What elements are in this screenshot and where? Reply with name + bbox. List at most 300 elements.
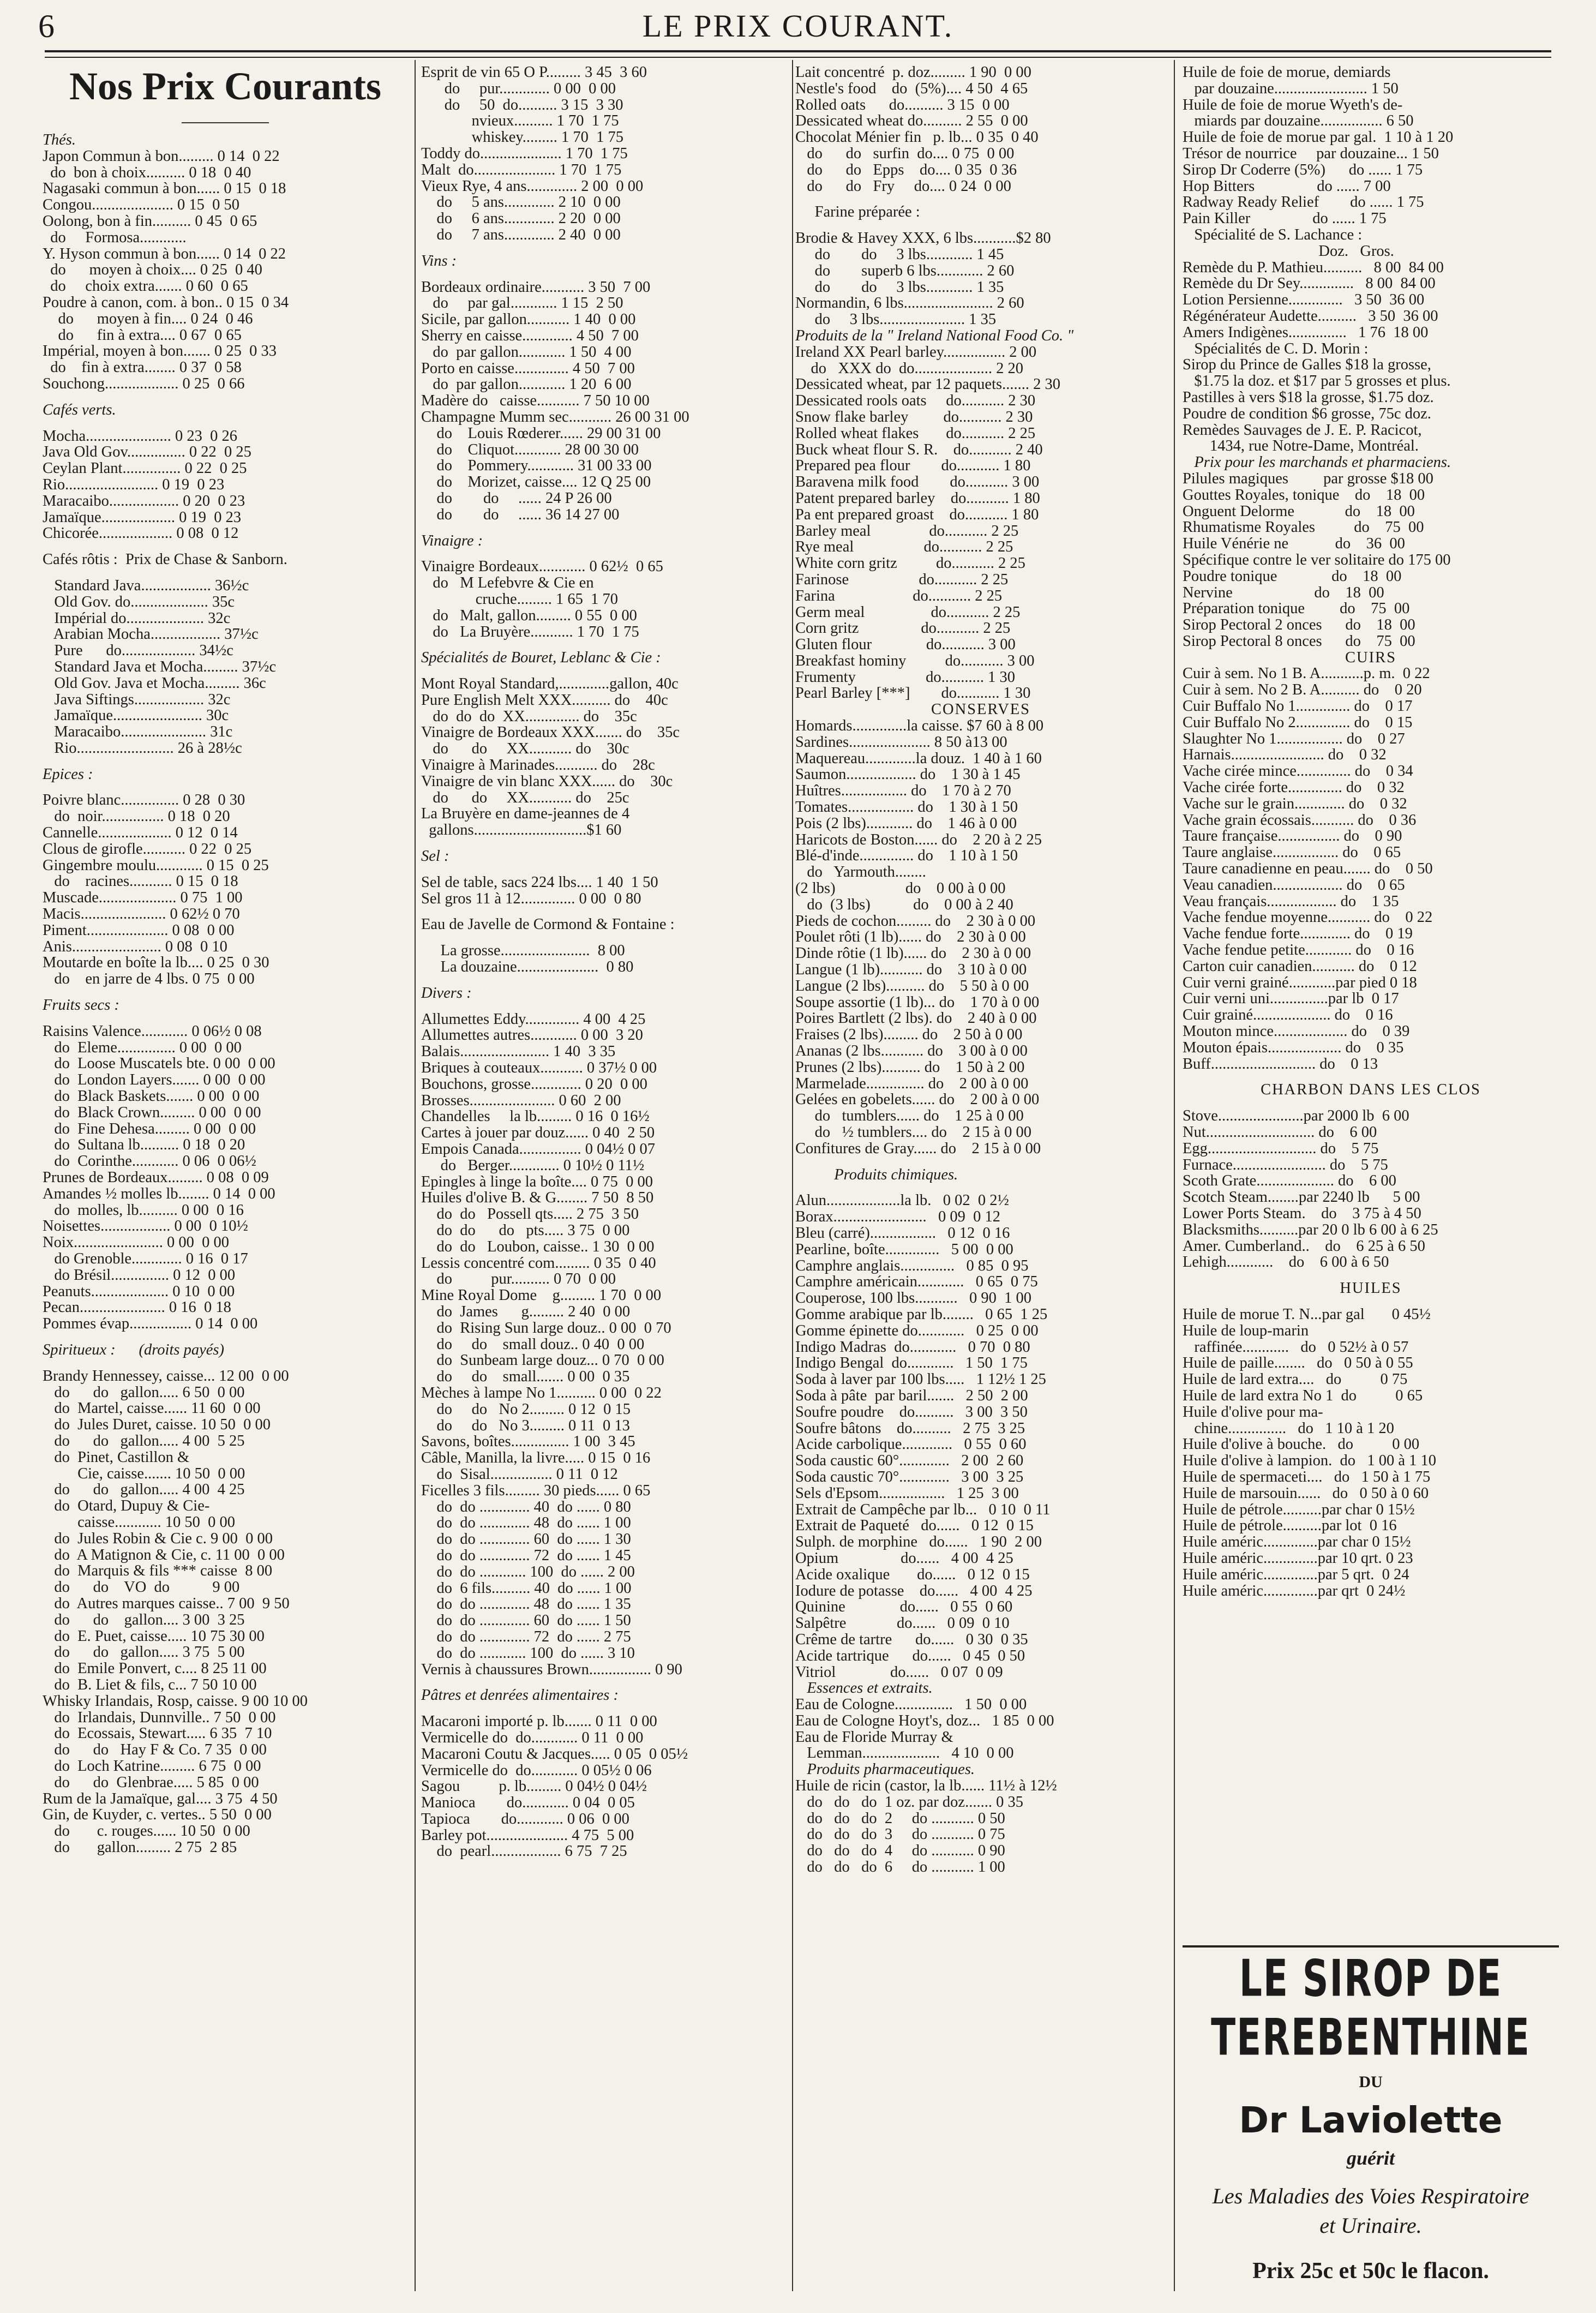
price-line: do James g......... 2 40 0 00	[421, 1303, 631, 1320]
spacer	[795, 194, 1166, 204]
price-line: Vache grain écossais........... do 0 36	[1183, 812, 1417, 829]
price-line: Mont Royal Standard,.............gallon, 40c	[421, 676, 679, 692]
price-line: Extrait de Paqueté do...... 0 12 0 15	[795, 1518, 1034, 1535]
price-line: Barley meal do........... 2 25	[795, 523, 1019, 540]
price-line: do Otard, Dupuy & Cie-	[43, 1498, 210, 1514]
price-line: Huile de foie de morue, demiards	[1183, 64, 1391, 81]
price-line: Gin, de Kuyder, c. vertes.. 5 50 0 00	[43, 1807, 272, 1824]
price-line: Eau de Cologne............... 1 50 0 00	[795, 1697, 1027, 1713]
price-line: Huile d'olive pour ma-	[1183, 1404, 1323, 1421]
price-line: Java Siftings.................. 32c	[43, 691, 231, 708]
price-line: Carton cuir canadien........... do 0 12	[1183, 958, 1417, 975]
price-line: Huîtres................. do 1 70 à 2 70	[795, 783, 1011, 800]
price-line: Corn gritz do........... 2 25	[795, 620, 1011, 637]
price-line: Bleu (carré)................. 0 12 0 16	[795, 1225, 1010, 1242]
price-line: do Yarmouth........	[795, 864, 926, 881]
price-line: Brosses...................... 0 60 2 00	[421, 1092, 621, 1109]
price-line: do E. Puet, caisse..... 10 75 30 00	[43, 1628, 265, 1645]
price-line: Sherry en caisse............. 4 50 7 00	[421, 327, 639, 344]
price-line: do Sunbeam large douz... 0 70 0 00	[421, 1352, 664, 1369]
price-line: do 7 ans............. 2 40 0 00	[421, 226, 621, 243]
price-line: do do ...... 36 14 27 00	[421, 506, 620, 523]
price-line: Balais....................... 1 40 3 35	[421, 1044, 616, 1060]
price-line: Mouton épais................... do 0 35	[1183, 1039, 1404, 1056]
price-line: do do ...... 24 P 26 00	[421, 490, 612, 507]
price-line: Extrait de Campêche par lb... 0 10 0 11	[795, 1501, 1051, 1518]
spacer	[43, 392, 408, 402]
price-line: Prunes (2 lbs).......... do 1 50 à 2 00	[795, 1059, 1025, 1076]
price-line: Huile de spermaceti.... do 1 50 à 1 75	[1183, 1469, 1431, 1485]
price-line: Prunes de Bordeaux......... 0 08 0 09	[43, 1170, 269, 1186]
price-line: do Sultana lb.......... 0 18 0 20	[43, 1137, 245, 1154]
price-line: Lait concentré p. doz......... 1 90 0 00	[795, 64, 1031, 81]
price-line: do do Possell qts..... 2 75 3 50	[421, 1206, 639, 1223]
spacer	[421, 933, 792, 943]
price-line: Dinde rôtie (1 lb)...... do 2 30 à 0 00	[795, 945, 1031, 962]
price-line: Congou..................... 0 15 0 50	[43, 197, 240, 213]
price-line: Gomme arabique par lb........ 0 65 1 25	[795, 1306, 1048, 1323]
spacer	[43, 568, 408, 578]
price-line: Camphre américain............ 0 65 0 75	[795, 1274, 1038, 1291]
price-line: nvieux.......... 1 70 1 75	[421, 113, 619, 130]
price-line: La douzaine..................... 0 80	[421, 959, 634, 975]
price-line: Madère do caisse........... 7 50 10 00	[421, 393, 650, 409]
price-line: Cuir verni uni...............par lb 0 17	[1183, 991, 1399, 1008]
price-line: do do No 2......... 0 12 0 15	[421, 1401, 631, 1418]
price-line: Nut............................ do 6 00	[1183, 1124, 1377, 1141]
price-line: Vache sur le grain............. do 0 32	[1183, 795, 1407, 812]
price-line: do Pinet, Castillon &	[43, 1449, 190, 1466]
price-line: do do do 2 do ........... 0 50	[795, 1810, 1005, 1827]
price-line: Chocolat Ménier fin p. lb... 0 35 0 40	[795, 129, 1039, 146]
price-line: do La Bruyère........... 1 70 1 75	[421, 624, 639, 640]
advertisement-box	[1183, 1945, 1559, 2297]
ad-doctor-name: Dr Laviolette	[1239, 2099, 1503, 2141]
price-line: do do gallon..... 4 00 4 25	[43, 1482, 245, 1499]
section-heading: Produits de la " Ireland National Food Co. "	[795, 327, 1074, 344]
section-heading: Produits pharmaceutiques.	[795, 1761, 975, 1778]
price-line: Dessicated wheat, par 12 paquets....... 2 30	[795, 376, 1060, 393]
price-line: do Sisal................ 0 11 0 12	[421, 1466, 618, 1483]
price-line: Macaroni Coutu & Jacques..... 0 05 0 05½	[421, 1746, 688, 1763]
section-heading: Epices :	[43, 766, 93, 783]
price-line: do Formosa............	[43, 229, 187, 246]
spacer	[1183, 1098, 1559, 1108]
price-line: do tumblers...... do 1 25 à 0 00	[795, 1108, 1024, 1124]
price-line: do Brésil............... 0 12 0 00	[43, 1267, 236, 1284]
newspaper-title: LE PRIX COURANT.	[642, 8, 954, 44]
price-line: Clous de girofle........... 0 22 0 25	[43, 841, 252, 858]
price-line: do par gallon............ 1 50 4 00	[421, 344, 632, 361]
price-line: do Morizet, caisse.... 12 Q 25 00	[421, 474, 651, 490]
section-heading: Divers :	[421, 985, 472, 1002]
section-heading: Spécialités de Bouret, Leblanc & Cie :	[421, 650, 661, 667]
price-line: do Eleme............... 0 00 0 00	[43, 1039, 242, 1056]
price-line: do fin à extra.... 0 67 0 65	[43, 327, 242, 344]
price-line: Rhumatisme Royales do 75 00	[1183, 519, 1424, 536]
price-line: do do surfin do.... 0 75 0 00	[795, 145, 1015, 162]
price-line: do do gallon.... 3 00 3 25	[43, 1611, 245, 1628]
price-line: do do gallon..... 4 00 5 25	[43, 1433, 245, 1449]
price-line: do do small....... 0 00 0 35	[421, 1369, 630, 1385]
price-line: Macaroni importé p. lb....... 0 11 0 00	[421, 1713, 657, 1730]
price-line: Acide tartrique do...... 0 45 0 50	[795, 1647, 1025, 1664]
price-line: Tapioca do............ 0 06 0 00	[421, 1811, 629, 1827]
price-line: Lower Ports Steam. do 3 75 à 4 50	[1183, 1205, 1421, 1222]
price-line: Baravena milk food do........... 3 00	[795, 474, 1040, 490]
spacer	[421, 666, 792, 676]
price-line: Old Gov. Java et Mocha......... 36c	[43, 675, 266, 692]
price-line: Taure française................ do 0 90	[1183, 828, 1402, 845]
price-line: Scoth Grate.................... do 6 00	[1183, 1173, 1396, 1190]
price-line: Sardines..................... 8 50 à13 00	[795, 734, 1007, 751]
price-line: Hop Bitters do ...... 7 00	[1183, 178, 1391, 195]
price-line: do 6 ans............. 2 20 0 00	[421, 211, 621, 227]
price-line: Indigo Madras do............ 0 70 0 80	[795, 1339, 1030, 1356]
price-line: Vinaigre Bordeaux............ 0 62½ 0 65	[421, 559, 663, 576]
price-line: Impérial do.................... 32c	[43, 610, 231, 627]
price-line: Poudre tonique do 18 00	[1183, 568, 1402, 585]
price-line: Pa ent prepared groast do........... 1 80	[795, 506, 1039, 523]
ad-price: Prix 25c et 50c le flacon.	[1252, 2258, 1489, 2284]
price-line: Langue (2 lbs).......... do 5 50 à 0 00	[795, 978, 1029, 994]
price-line: Vitriol do...... 0 07 0 09	[795, 1664, 1003, 1681]
price-line: do M Lefebvre & Cie en	[421, 575, 594, 591]
price-line: Jamaïque....................... 30c	[43, 708, 229, 724]
price-line: Taure canadienne en peau....... do 0 50	[1183, 861, 1433, 877]
price-line: Buff........................... do 0 13	[1183, 1056, 1378, 1072]
price-line: Poivre blanc............... 0 28 0 30	[43, 792, 245, 809]
price-line: Champagne Mumm sec........... 26 00 31 00	[421, 409, 689, 426]
price-line: Maquereau.............la douz. 1 40 à 1 60	[795, 750, 1042, 767]
price-line: Huile d'olive à lampion. do 1 00 à 1 10	[1183, 1453, 1437, 1469]
price-line: do do do 6 do ........... 1 00	[795, 1859, 1005, 1875]
price-line: Manioca do............ 0 04 0 05	[421, 1795, 635, 1811]
spacer	[43, 1332, 408, 1342]
price-line: do Emile Ponvert, c.... 8 25 11 00	[43, 1661, 267, 1677]
price-line: Acide oxalique do...... 0 12 0 15	[795, 1566, 1030, 1583]
price-line: Vermicelle do do............ 0 11 0 00	[421, 1729, 644, 1746]
price-line: do Irlandais, Dunnville.. 7 50 0 00	[43, 1709, 276, 1726]
price-line: Cafés rôtis : Prix de Chase & Sanborn.	[43, 552, 287, 568]
price-line: Muscade.................... 0 75 1 00	[43, 890, 243, 907]
spacer	[421, 1677, 792, 1687]
price-line: Soupe assortie (1 lb)... do 1 70 à 0 00	[795, 994, 1040, 1011]
price-line: Taure anglaise................. do 0 65	[1183, 844, 1401, 861]
price-line: Blé-d'inde.............. do 1 10 à 1 50	[795, 848, 1018, 865]
price-line: do do do 4 do ........... 0 90	[795, 1843, 1005, 1860]
price-line: Doz. Gros.	[1183, 243, 1394, 260]
price-line: do fin à extra........ 0 37 0 58	[43, 359, 242, 376]
price-line: (2 lbs) do 0 00 à 0 00	[795, 880, 1006, 897]
price-line: Buck wheat flour S. R. do........... 2 40	[795, 441, 1043, 458]
price-line: Dessicated rools oats do........... 2 30	[795, 393, 1036, 409]
header-rule	[45, 50, 1551, 52]
price-line: Veau français.................. do 1 35	[1183, 893, 1399, 910]
price-line: Soufre poudre do.......... 3 00 3 50	[795, 1404, 1028, 1421]
price-line: do do gallon..... 6 50 0 00	[43, 1384, 245, 1401]
price-line: Pearl Barley [***] do........... 1 30	[795, 685, 1031, 702]
price-line: Java Old Gov............... 0 22 0 25	[43, 444, 251, 461]
spacer	[1183, 1297, 1559, 1307]
price-line: Frumenty do........... 1 30	[795, 669, 1015, 686]
price-line: Prepared pea flour do........... 1 80	[795, 458, 1031, 475]
ad-title: LE SIROP DE TEREBENTHINE	[1211, 1949, 1531, 2067]
price-line: Acide carbolique............. 0 55 0 60	[795, 1436, 1027, 1453]
price-line: do Jules Robin & Cie c. 9 00 0 00	[43, 1530, 273, 1547]
spacer	[421, 549, 792, 559]
price-line: do c. rouges...... 10 50 0 00	[43, 1823, 250, 1839]
price-line: Vermicelle do do............ 0 05½ 0 06	[421, 1762, 652, 1779]
price-line: Huile améric..............par 10 qrt. 0 23	[1183, 1550, 1413, 1567]
price-line: Dessicated wheat do.......... 2 55 0 00	[795, 113, 1028, 130]
spacer	[43, 782, 408, 792]
price-line: do do Hay F & Co. 7 35 0 00	[43, 1742, 267, 1758]
price-line: do (3 lbs) do 0 00 à 2 40	[795, 896, 1013, 913]
price-line: Remède du P. Mathieu.......... 8 00 84 00	[1183, 259, 1444, 276]
price-line: caisse............ 10 50 0 00	[43, 1514, 236, 1531]
price-line: Huile d'olive à bouche. do 0 00	[1183, 1436, 1420, 1453]
price-line: Malt do..................... 1 70 1 75	[421, 161, 622, 178]
price-line: Impérial, moyen à bon....... 0 25 0 33	[43, 343, 277, 360]
price-line: do do XX........... do 30c	[421, 741, 629, 758]
price-line: do choix extra....... 0 60 0 65	[43, 278, 248, 295]
price-line: Soufre bâtons do.......... 2 75 3 25	[795, 1420, 1025, 1437]
price-line: Cuir Buffalo No 1.............. do 0 17	[1183, 698, 1413, 715]
price-line: do Corinthe............ 0 06 0 06½	[43, 1153, 256, 1170]
price-line: do Loch Katrine......... 6 75 0 00	[43, 1758, 261, 1775]
price-line: Mèches à lampe No 1.......... 0 00 0 22	[421, 1385, 662, 1401]
price-line: Spécialité de S. Lachance :	[1183, 226, 1363, 243]
page-header	[0, 0, 1596, 50]
price-line: Bouchons, grosse............. 0 20 0 00	[421, 1076, 647, 1093]
section-heading: CONSERVES	[931, 702, 1030, 718]
spacer	[421, 865, 792, 874]
price-line: Epingles à linge la boîte.... 0 75 0 00	[421, 1173, 653, 1190]
price-line: Cuir Buffalo No 2.............. do 0 15	[1183, 714, 1413, 731]
price-line: do do VO do 9 00	[43, 1579, 240, 1596]
price-line: Nestle's food do (5%).... 4 50 4 65	[795, 80, 1028, 97]
price-line: do Autres marques caisse.. 7 00 9 50	[43, 1595, 290, 1612]
price-line: do do gallon..... 3 75 5 00	[43, 1644, 245, 1661]
price-line: do Rising Sun large douz.. 0 00 0 70	[421, 1320, 671, 1337]
section-heading: HUILES	[1340, 1280, 1402, 1297]
price-line: Huiles d'olive B. & G........ 7 50 8 50	[421, 1190, 654, 1207]
spacer	[43, 542, 408, 552]
price-line: do pearl.................. 6 75 7 25	[421, 1843, 627, 1860]
price-line: do do do 3 do ........... 0 75	[795, 1826, 1005, 1843]
spacer	[421, 523, 792, 533]
price-line: do Berger............. 0 10½ 0 11½	[421, 1157, 645, 1174]
price-line: Préparation tonique do 75 00	[1183, 601, 1410, 618]
price-line: Normandin, 6 lbs....................... 2 60	[795, 295, 1024, 312]
spacer	[1183, 1271, 1559, 1280]
section-heading: Spiritueux : (droits payés)	[43, 1341, 224, 1358]
price-line: Indigo Bengal do............ 1 50 1 75	[795, 1355, 1028, 1372]
price-line: Standard Java et Mocha......... 37½c	[43, 658, 277, 675]
price-line: Y. Hyson commun à bon...... 0 14 0 22	[43, 245, 286, 262]
spacer	[43, 757, 408, 766]
price-line: do Ecossais, Stewart..... 6 35 7 10	[43, 1725, 272, 1742]
spacer	[795, 1183, 1166, 1193]
price-line: Noix....................... 0 00 0 00	[43, 1235, 229, 1251]
price-line: Mocha...................... 0 23 0 26	[43, 428, 238, 445]
price-line: do do ............ 100 do ...... 2 00	[421, 1563, 635, 1580]
price-line: Eau de Cologne Hoyt's, doz... 1 85 0 00	[795, 1712, 1054, 1729]
price-line: Peanuts.................... 0 10 0 00	[43, 1283, 235, 1300]
price-line: do moyen à choix.... 0 25 0 40	[43, 262, 262, 279]
price-line: do London Layers....... 0 00 0 00	[43, 1072, 266, 1089]
price-line: raffinée............ do 0 52½ à 0 57	[1183, 1339, 1409, 1356]
price-line: Quinine do...... 0 55 0 60	[795, 1599, 1013, 1616]
price-line: Ananas (2 lbs........... do 3 00 à 0 00	[795, 1043, 1028, 1059]
price-line: do noir................ 0 18 0 20	[43, 808, 230, 825]
price-line: Allumettes autres............ 0 00 3 20	[421, 1027, 643, 1044]
price-line: Chandelles la lb......... 0 16 0 16½	[421, 1108, 650, 1125]
price-line: Salpêtre do...... 0 09 0 10	[795, 1615, 1010, 1632]
price-line: Souchong................... 0 25 0 66	[43, 375, 245, 392]
price-line: do do ............. 60 do ...... 1 30	[421, 1531, 631, 1548]
price-line: Veau canadien.................. do 0 65	[1183, 877, 1405, 894]
price-line: do pur............. 0 00 0 00	[421, 80, 616, 97]
price-line: do Fine Dehesa......... 0 00 0 00	[43, 1120, 256, 1137]
price-line: Empois Canada................ 0 04½ 0 07	[421, 1141, 656, 1158]
price-line: Pure English Melt XXX.......... do 40c	[421, 692, 668, 709]
price-line: Couperose, 100 lbs........... 0 90 1 00	[795, 1290, 1032, 1307]
price-line: Confitures de Gray...... do 2 15 à 0 00	[795, 1140, 1041, 1157]
price-line: Porto en caisse.............. 4 50 7 00	[421, 360, 635, 377]
price-line: Moutarde en boîte la lb.... 0 25 0 30	[43, 955, 269, 972]
section-heading: Essences et extraits.	[795, 1680, 933, 1697]
spacer	[43, 1014, 408, 1023]
price-line: Huile améric..............par char 0 15½	[1183, 1534, 1411, 1550]
price-line: Amandes ½ molles lb........ 0 14 0 00	[43, 1185, 275, 1202]
price-line: Lemman.................... 4 10 0 00	[795, 1745, 1014, 1762]
price-line: Nagasaki commun à bon...... 0 15 0 18	[43, 181, 286, 197]
price-line: Savons, boîtes............... 1 00 3 45	[421, 1434, 635, 1451]
spacer	[421, 975, 792, 985]
price-line: Brodie & Havey XXX, 6 lbs...........$2 80	[795, 230, 1051, 247]
price-line: Gluten flour do........... 3 00	[795, 637, 1016, 653]
price-line: do do small douz.. 0 40 0 00	[421, 1336, 645, 1353]
price-line: Amers Indigènes............... 1 76 18 00	[1183, 324, 1429, 341]
section-heading: Vinaigre :	[421, 532, 483, 549]
price-line: Arabian Mocha.................. 37½c	[43, 626, 259, 643]
price-line: do do No 3......... 0 11 0 13	[421, 1417, 630, 1434]
price-line: do Black Crown......... 0 00 0 00	[43, 1104, 261, 1121]
spacer	[421, 640, 792, 650]
price-line: do Malt, gallon......... 0 55 0 00	[421, 607, 637, 624]
price-line: Soda caustic 70°............. 3 00 3 25	[795, 1469, 1024, 1485]
price-line: Vache cirée mince.............. do 0 34	[1183, 763, 1413, 780]
spacer	[43, 418, 408, 428]
price-line: miards par douzaine................ 6 50	[1183, 113, 1414, 130]
price-line: Opium do...... 4 00 4 25	[795, 1550, 1013, 1567]
price-line: cruche......... 1 65 1 70	[421, 591, 618, 608]
price-line: Vinaigre de vin blanc XXX...... do 30c	[421, 773, 673, 790]
price-line: Snow flake barley do........... 2 30	[795, 409, 1033, 426]
price-line: Rolled oats do.......... 3 15 0 00	[795, 97, 1010, 113]
page-number: 6	[38, 8, 55, 44]
price-line: Gingembre moulu............ 0 15 0 25	[43, 857, 269, 874]
price-line: Sagou p. lb......... 0 04½ 0 04½	[421, 1778, 647, 1795]
price-line: do Cliquot............ 28 00 30 00	[421, 441, 639, 458]
section-heading: CHARBON DANS LES CLOS	[1261, 1082, 1481, 1099]
section-heading: Prix pour les marchands et pharmaciens.	[1183, 454, 1451, 471]
price-line: Sirop du Prince de Galles $18 la grosse,	[1183, 357, 1431, 374]
price-line: Allumettes Eddy.............. 4 00 4 25	[421, 1011, 646, 1028]
price-line: do racines........... 0 15 0 18	[43, 873, 238, 890]
price-line: Pain Killer do ...... 1 75	[1183, 211, 1387, 227]
price-line: Camphre anglais.............. 0 85 0 95	[795, 1257, 1029, 1274]
price-line: Cie, caisse....... 10 50 0 00	[43, 1465, 245, 1482]
price-line: do molles, lb.......... 0 00 0 16	[43, 1202, 244, 1219]
price-line: Rum de la Jamaïque, gal.... 3 75 4 50	[43, 1790, 278, 1807]
spacer	[43, 1358, 408, 1368]
price-line: Huile de lard extra No 1 do 0 65	[1183, 1387, 1423, 1404]
price-line: Sel de table, sacs 224 lbs.... 1 40 1 50	[421, 874, 658, 891]
section-heading: CUIRS	[1345, 649, 1396, 666]
price-line: Eau de Floride Murray &	[795, 1729, 953, 1746]
price-line: La grosse....................... 8 00	[421, 943, 625, 960]
ad-description-line: et Urinaire.	[1319, 2213, 1422, 2238]
price-line: Rio......................... 26 à 28½c	[43, 740, 242, 757]
price-line: Vinaigre de Bordeaux XXX....... do 35c	[421, 724, 680, 741]
price-line: Spécialités de C. D. Morin :	[1183, 340, 1369, 357]
price-line: Cuir à sem. No 1 B. A...........p. m. 0 22	[1183, 666, 1430, 682]
price-line: Ceylan Plant............... 0 22 0 25	[43, 460, 247, 477]
price-line: Esprit de vin 65 O P......... 3 45 3 60	[421, 64, 647, 81]
price-line: do do do XX.............. do 35c	[421, 708, 637, 725]
price-line: Haricots de Boston...... do 2 20 à 2 25	[795, 831, 1042, 848]
price-line: Farina do........... 2 25	[795, 588, 1003, 604]
price-line: do do Fry do.... 0 24 0 00	[795, 178, 1011, 195]
section-heading: Cafés verts.	[43, 402, 116, 418]
price-line: Whisky Irlandais, Rosp, caisse. 9 00 10 00	[43, 1693, 308, 1710]
price-line: Huile de lard extra.... do 0 75	[1183, 1371, 1408, 1388]
section-heading: Nos Prix Courants	[69, 64, 381, 108]
ad-description-line: Les Maladies des Voies Respiratoire	[1212, 2184, 1529, 2208]
price-line: do moyen à fin.... 0 24 0 46	[43, 310, 253, 327]
spacer	[421, 1002, 792, 1011]
price-line: Pilules magiques par grosse $18 00	[1183, 470, 1433, 487]
price-line: Sirop Dr Coderre (5%) do ...... 1 75	[1183, 161, 1423, 178]
price-line: gallons.............................$1 60	[421, 822, 622, 839]
price-line: Ireland XX Pearl barley................ 2 00	[795, 344, 1037, 361]
price-line: do do 3 lbs............ 1 35	[795, 279, 1004, 296]
price-column-1	[43, 64, 408, 2290]
price-line: Rye meal do........... 2 25	[795, 539, 1013, 556]
title-rule	[182, 122, 269, 123]
price-line: do gallon......... 2 75 2 85	[43, 1839, 237, 1856]
price-line: La Bruyère en dame-jeannes de 4	[421, 806, 630, 823]
price-line: Fraises (2 lbs)......... do 2 50 à 0 00	[795, 1027, 1023, 1044]
price-line: Anis....................... 0 08 0 10	[43, 938, 227, 955]
price-line: do do do pts..... 3 75 0 00	[421, 1223, 630, 1239]
price-line: do en jarre de 4 lbs. 0 75 0 00	[43, 971, 255, 988]
price-line: Crême de tartre do...... 0 30 0 35	[795, 1631, 1028, 1648]
price-line: Jamaïque................... 0 19 0 23	[43, 509, 242, 526]
price-line: Old Gov. do.................... 35c	[43, 594, 235, 610]
price-line: Vieux Rye, 4 ans............. 2 00 0 00	[421, 178, 644, 195]
price-line: Pure do................... 34½c	[43, 643, 233, 659]
price-line: Huile de marsouin...... do 0 50 à 0 60	[1183, 1485, 1429, 1502]
price-line: Huile de pétrole..........par char 0 15½	[1183, 1501, 1415, 1518]
ad-du: DU	[1359, 2073, 1383, 2091]
price-line: Chicorée................... 0 08 0 12	[43, 525, 239, 542]
price-line: do A Matignon & Cie, c. 11 00 0 00	[43, 1547, 285, 1563]
price-line: Poudre de condition $6 grosse, 75c doz.	[1183, 405, 1431, 422]
